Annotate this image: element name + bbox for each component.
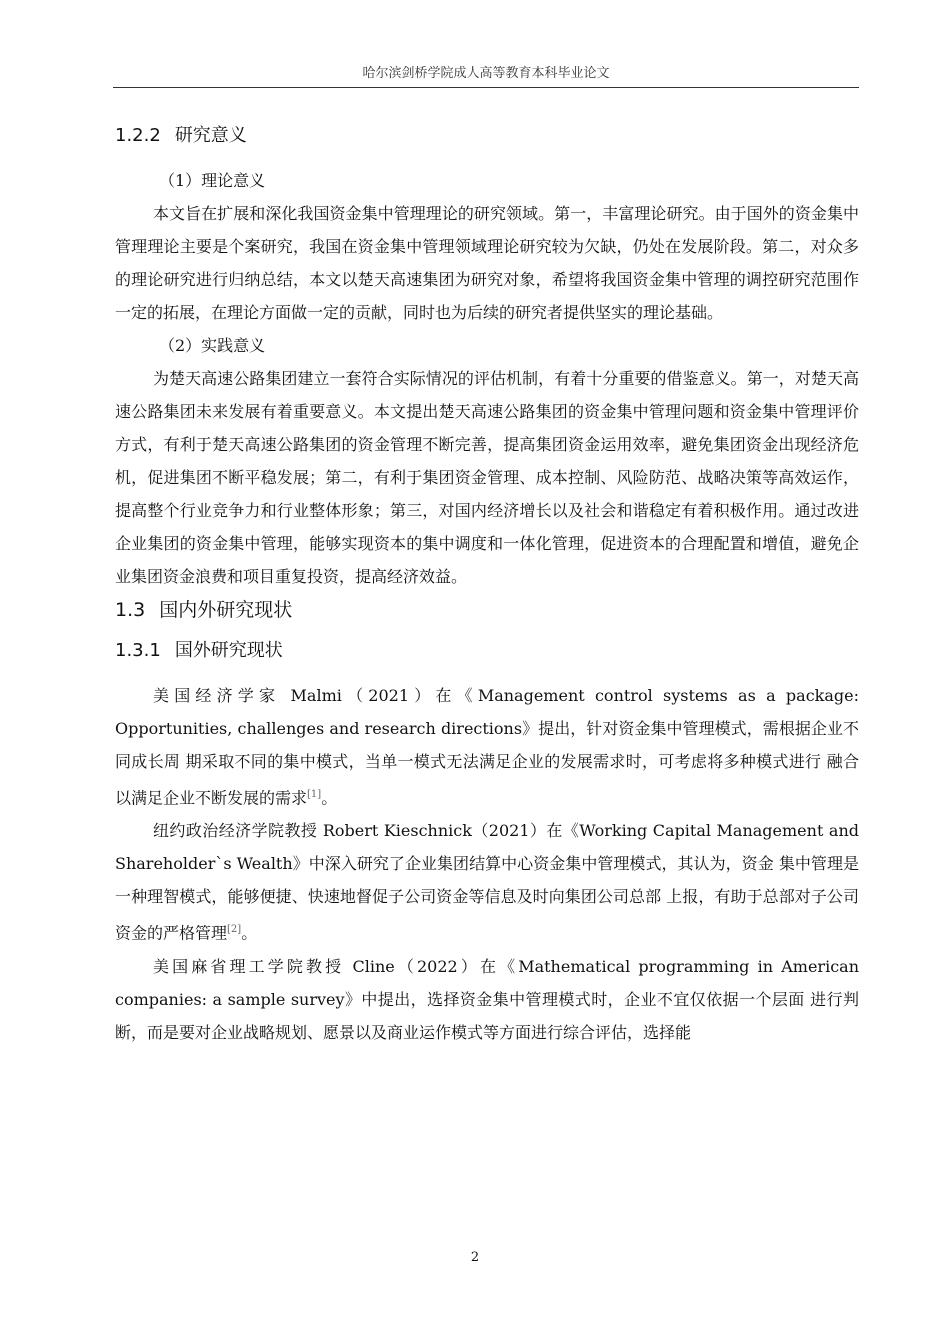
paragraph-kieschnick: [115, 814, 859, 949]
section-number: 1.3: [115, 599, 146, 621]
citation-1[interactable]: [1]: [307, 789, 322, 800]
paragraph-theory: 本文旨在扩展和深化我国资金集中管理理论的研究领域。第一，丰富理论研究。由于国外的资金集中管理理论主要是个案研究，我国在资金集中管理领域理论研究较为欠缺，仍处在发展阶段。第二，对众多的理论研究进行归纳总结，本文以楚天高速集团为研究对象，希望将我国资金集中管理的调控研究范围作一定的拓展，在理论方面做一定的贡献，同时也为后续的研究者提供坚实的理论基础。: [115, 204, 859, 322]
page-header: 哈尔滨剑桥学院成人高等教育本科毕业论文: [113, 62, 859, 88]
section-heading-1-2-2: [115, 122, 859, 150]
section-number: 1.3.1: [115, 640, 161, 661]
paragraph-text: 纽约政治经济学院教授 Robert Kieschnick（2021）在《Working Capital Management and Shareholder`s Wealth》中深入研究了企业集团结算中心资金集中管理模式，其认为，资金 集中管理是一种理智模式，能够便捷、快速地督促子公司资金等信息及时向集团公司总部 上报，有助于总部对子公司资金的严格管理: [115, 821, 859, 943]
section-heading-1-3-1: [115, 637, 859, 665]
section-title: 国外研究现状: [174, 640, 283, 661]
subheading-practice: （2）实践意义: [159, 336, 266, 355]
paragraph-end: 。: [321, 788, 338, 808]
section-title: 国内外研究现状: [159, 599, 293, 621]
page-number: 2: [470, 1250, 480, 1265]
page-content: [115, 122, 859, 1049]
paragraph-end: 。: [241, 923, 258, 943]
section-number: 1.2.2: [115, 125, 161, 146]
paragraph-practice: 为楚天高速公路集团建立一套符合实际情况的评估机制，有着十分重要的借鉴意义。第一，对楚天高速公路集团未来发展有着重要意义。本文提出楚天高速公路集团的资金集中管理问题和资金集中管理评价方式，有利于楚天高速公路集团的资金管理不断完善，提高集团资金运用效率，避免集团资金出现经济危机，促进集团不断平稳发展；第二，有利于集团资金管理、成本控制、风险防范、战略决策等高效运作，提高整个行业竞争力和行业整体形象；第三，对国内经济增长以及社会和谐稳定有着积极作用。通过改进企业集团的资金集中管理，能够实现资本的集中调度和一体化管理，促进资本的合理配置和增值，避免企业集团资金浪费和项目重复投资，提高经济效益。: [115, 369, 859, 586]
paragraph-malmi: [115, 679, 859, 814]
section-title: 研究意义: [174, 125, 247, 146]
paragraph-cline: 美国麻省理工学院教授 Cline（2022）在《Mathematical programming in American companies: a sample survey》中提出，选择资金集中管理模式时，企业不宜仅依据一个层面 进行判断，而是要对企业战略规划、愿景以及商业运作模式等方面进行综合评估，选择能: [115, 956, 859, 1042]
section-heading-1-3: [115, 595, 859, 625]
citation-2[interactable]: [2]: [227, 924, 242, 936]
subheading-theory: （1）理论意义: [159, 171, 266, 190]
paragraph-text: 美国经济学家 Malmi（2021）在《Management control systems as a package: Opportunities, challenges and research directions》提出，针对资金集中管理模式，需根据企业不同成长周 期采取不同的集中模式，当单一模式无法满足企业的发展需求时，可考虑将多种模式进行 融合以满足企业不断发展的需求: [115, 686, 859, 808]
